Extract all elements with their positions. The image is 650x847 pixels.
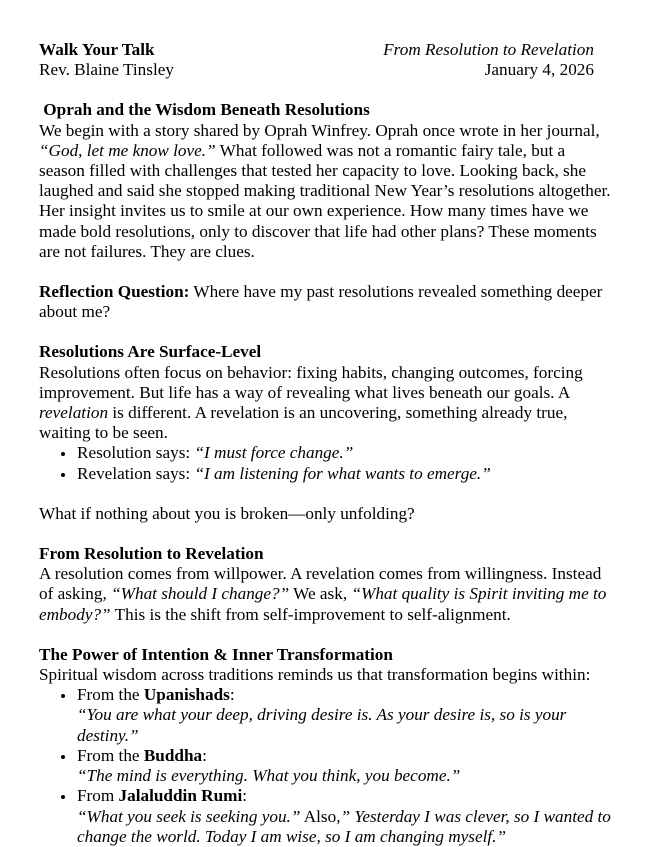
journal-quote: “God, let me know love.”: [39, 140, 216, 160]
list-item: From the Upanishads: “You are what your deep, driving desire is. As your desire is, so is your destiny.”: [39, 685, 614, 746]
section-heading: From Resolution to Revelation: [39, 544, 264, 564]
wisdom-quote: “You are what your deep, driving desire is. As your desire is, so is your destiny.”: [77, 705, 567, 745]
section-intention: [39, 645, 614, 847]
list-item: Revelation says: “I am listening for what wants to emerge.”: [39, 464, 614, 484]
section-resolution-to-revelation: [39, 544, 614, 625]
document-title: Walk Your Talk: [39, 40, 155, 59]
closing-question: What if nothing about you is broken—only unfolding?: [39, 503, 415, 523]
bullet-list: [39, 443, 614, 483]
source-name: Upanishads: [143, 685, 230, 705]
paragraph: We begin with a story shared by Oprah Winfrey. Oprah once wrote in her journal, “God, let me know love.” What followed was not a romantic fairy tale, but a season filled with challenges that tested her capacity to love. Looking back, she laughed and said she stopped making traditional New Year’s resolutions altogether. Her insight invites us to smile at our own experience. How many times have we made bold resolutions, only to discover that life had other plans? These moments are not failures. They are clues.: [39, 120, 611, 261]
author: Rev. Blaine Tinsley: [39, 60, 174, 80]
list-item: Resolution says: “I must force change.”: [39, 443, 614, 463]
section-heading: Resolutions Are Surface-Level: [39, 342, 262, 362]
date: January 4, 2026: [484, 60, 594, 80]
section-oprah: [39, 100, 614, 262]
section-heading: The Power of Intention & Inner Transformation: [39, 644, 393, 664]
list-item: From Jalaluddin Rumi: “What you seek is seeking you.” Also,” Yesterday I was clever, so I wanted to change the world. Today I am wise, so I am changing myself.”: [39, 786, 614, 847]
reflection-text: Where have my past resolutions revealed something deeper about me?: [39, 282, 603, 322]
source-name: Jalaluddin Rumi: [118, 786, 243, 806]
document-header: [39, 40, 614, 80]
wisdom-quote: “What you seek is seeking you.” Also,” Yesterday I was clever, so I wanted to change the world. Today I am wise, so I am changing myself.”: [77, 806, 611, 846]
paragraph: Spiritual wisdom across traditions reminds us that transformation begins within:: [39, 665, 591, 685]
list-item: From the Buddha: “The mind is everything. What you think, you become.”: [39, 746, 614, 786]
reflection-label: Reflection Question:: [39, 282, 190, 302]
section-heading: Oprah and the Wisdom Beneath Resolutions: [39, 100, 370, 120]
paragraph: A resolution comes from willpower. A revelation comes from willingness. Instead of asking, “What should I change?” We ask, “What quality is Spirit inviting me to embody?” This is the shift from self-improvement to self-alignment.: [39, 564, 607, 624]
header-row-1: [39, 40, 614, 60]
section-resolutions: [39, 342, 614, 524]
paragraph: Resolutions often focus on behavior: fixing habits, changing outcomes, forcing improvement. But life has a way of revealing what lives beneath our goals. A revelation is different. A revelation is an uncovering, something already true, waiting to be seen.: [39, 362, 583, 443]
bullet-list: [39, 685, 614, 847]
wisdom-quote: “The mind is everything. What you think, you become.”: [77, 766, 461, 786]
source-name: Buddha: [143, 745, 203, 765]
series-title: From Resolution to Revelation: [383, 40, 594, 59]
reflection-question: [39, 282, 614, 322]
header-row-2: [39, 60, 614, 80]
emphasis-revelation: revelation: [39, 403, 109, 423]
